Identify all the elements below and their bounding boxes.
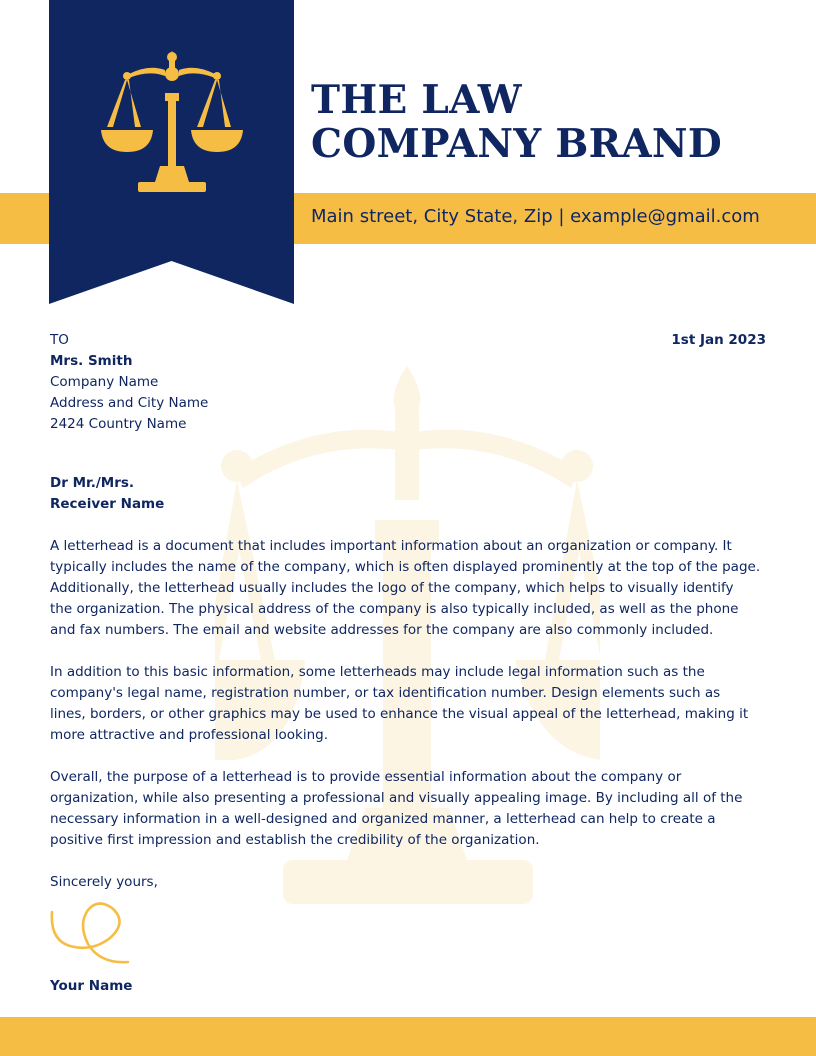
- to-label: TO: [50, 332, 69, 348]
- closing-text: Sincerely yours,: [50, 874, 158, 890]
- company-title-line2: COMPANY BRAND: [311, 121, 723, 167]
- salutation-line1: Dr Mr./Mrs.: [50, 475, 135, 491]
- body-line: lines, borders, or other graphics may be used to enhance the visual appeal of the letterhead, making it: [50, 706, 749, 722]
- body-line: In addition to this basic information, some letterheads may include legal information such as the: [50, 664, 705, 680]
- body-line: company's legal name, registration number, or tax identification number. Design elements such as: [50, 685, 721, 701]
- letter-date: 1st Jan 2023: [671, 332, 766, 348]
- footer-yellow-band: [0, 1017, 816, 1056]
- letter-content: [50, 330, 766, 893]
- body-line: Additionally, the letterhead usually includes the logo of the company, which helps to visually identify: [50, 580, 734, 596]
- body-line: and fax numbers. The email and website addresses for the company are also commonly included.: [50, 622, 714, 638]
- company-title: [311, 78, 722, 166]
- sender-name: Your Name: [50, 978, 133, 994]
- recipient-address: Address and City Name: [50, 395, 209, 411]
- recipient-company: Company Name: [50, 374, 159, 390]
- body-line: typically includes the name of the company, which is often displayed prominently at the top of the page.: [50, 559, 761, 575]
- body-paragraph-3: [50, 767, 766, 851]
- salutation-line2: Receiver Name: [50, 496, 165, 512]
- signature-scribble-icon: [48, 900, 134, 966]
- body-line: more attractive and professional looking.: [50, 727, 329, 743]
- body-line: A letterhead is a document that includes important information about an organization or company. It: [50, 538, 732, 554]
- body-paragraph-1: [50, 536, 766, 641]
- company-title-line1: THE LAW: [311, 77, 522, 123]
- body-line: organization, while also presenting a professional and visually appealing image. By including all of the: [50, 790, 743, 806]
- body-line: positive first impression and establish the credibility of the organization.: [50, 832, 540, 848]
- body-line: the organization. The physical address of the company is also typically included, as well as the phone: [50, 601, 739, 617]
- recipient-name: Mrs. Smith: [50, 353, 133, 369]
- recipient-country: 2424 Country Name: [50, 416, 187, 432]
- company-address: Main street, City State, Zip | example@gmail.com: [311, 206, 760, 227]
- logo-banner: [49, 0, 294, 304]
- body-line: Overall, the purpose of a letterhead is to provide essential information about the company or: [50, 769, 682, 785]
- body-paragraph-2: [50, 662, 766, 746]
- body-line: necessary information in a well-designed and organized manner, a letterhead can help to create a: [50, 811, 716, 827]
